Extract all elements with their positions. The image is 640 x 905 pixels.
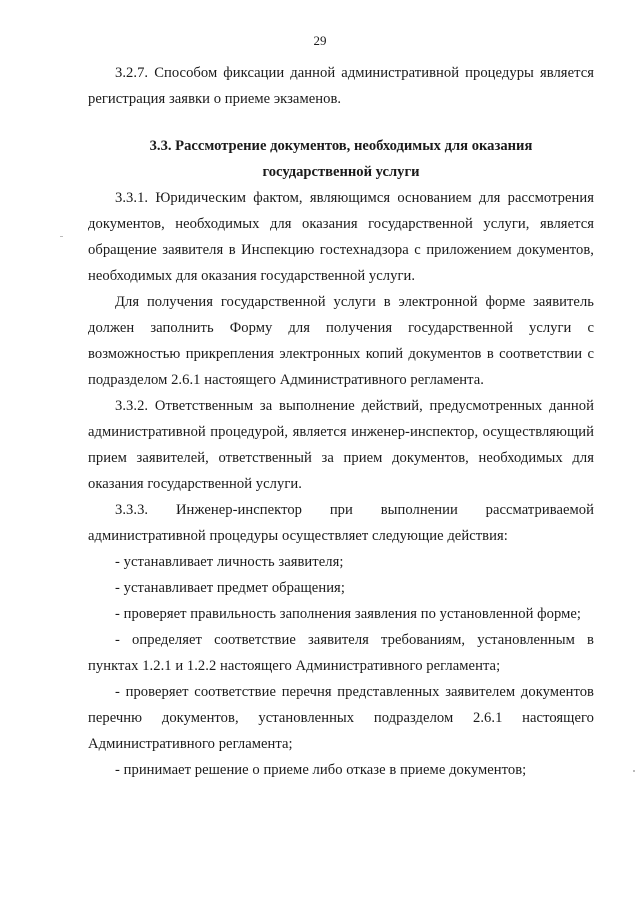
list-item: - принимает решение о приеме либо отказе в приеме документов; bbox=[115, 762, 527, 778]
list-item: - устанавливает предмет обращения; bbox=[115, 580, 345, 596]
spacer bbox=[88, 112, 594, 133]
list-item: - определяет соответствие заявителя требованиям, установленным в пунктах 1.2.1 и 1.2.2 настоящего Административного регламента; bbox=[88, 632, 594, 674]
scan-artifact-mark bbox=[633, 770, 635, 772]
paragraph-3-3-1: 3.3.1. Юридическим фактом, являющимся основанием для рассмотрения документов, необходимых для оказания государственной услуги, является обращение заявителя в Инспекцию гостехнадзора с приложением документов, необходимых для оказания государственной услуги. bbox=[88, 190, 594, 284]
list-item: - устанавливает личность заявителя; bbox=[115, 554, 344, 570]
paragraph-3-3-3: 3.3.3. Инженер-инспектор при выполнении рассматриваемой административной процедуры осуществляет следующие действия: bbox=[88, 502, 594, 544]
page-number: 29 bbox=[313, 33, 327, 48]
list-item: - проверяет соответствие перечня представленных заявителем документов перечню документов, установленных подразделом 2.6.1 настоящего Административного регламента; bbox=[88, 684, 594, 752]
paragraph-3-3-2: 3.3.2. Ответственным за выполнение действий, предусмотренных данной административной процедурой, является инженер-инспектор, осуществляющий прием заявителей, ответственный за прием документов, необходимых для оказания государственной услуги. bbox=[88, 398, 594, 492]
paragraph-electronic-form: Для получения государственной услуги в электронной форме заявитель должен заполнить Форму для получения государственной услуги с возможностью прикрепления электронных копий документов в соответствии с подразделом 2.6.1 настоящего Административного регламента. bbox=[88, 294, 594, 388]
scan-artifact-mark bbox=[60, 236, 63, 237]
list-item: - проверяет правильность заполнения заявления по установленной форме; bbox=[115, 606, 582, 622]
section-heading-line-2: государственной услуги bbox=[262, 164, 420, 180]
section-heading-line-1: 3.3. Рассмотрение документов, необходимых для оказания bbox=[149, 138, 533, 154]
paragraph-3-2-7: 3.2.7. Способом фиксации данной административной процедуры является регистрация заявки о приеме экзаменов. bbox=[88, 65, 594, 107]
document-body bbox=[88, 60, 594, 783]
